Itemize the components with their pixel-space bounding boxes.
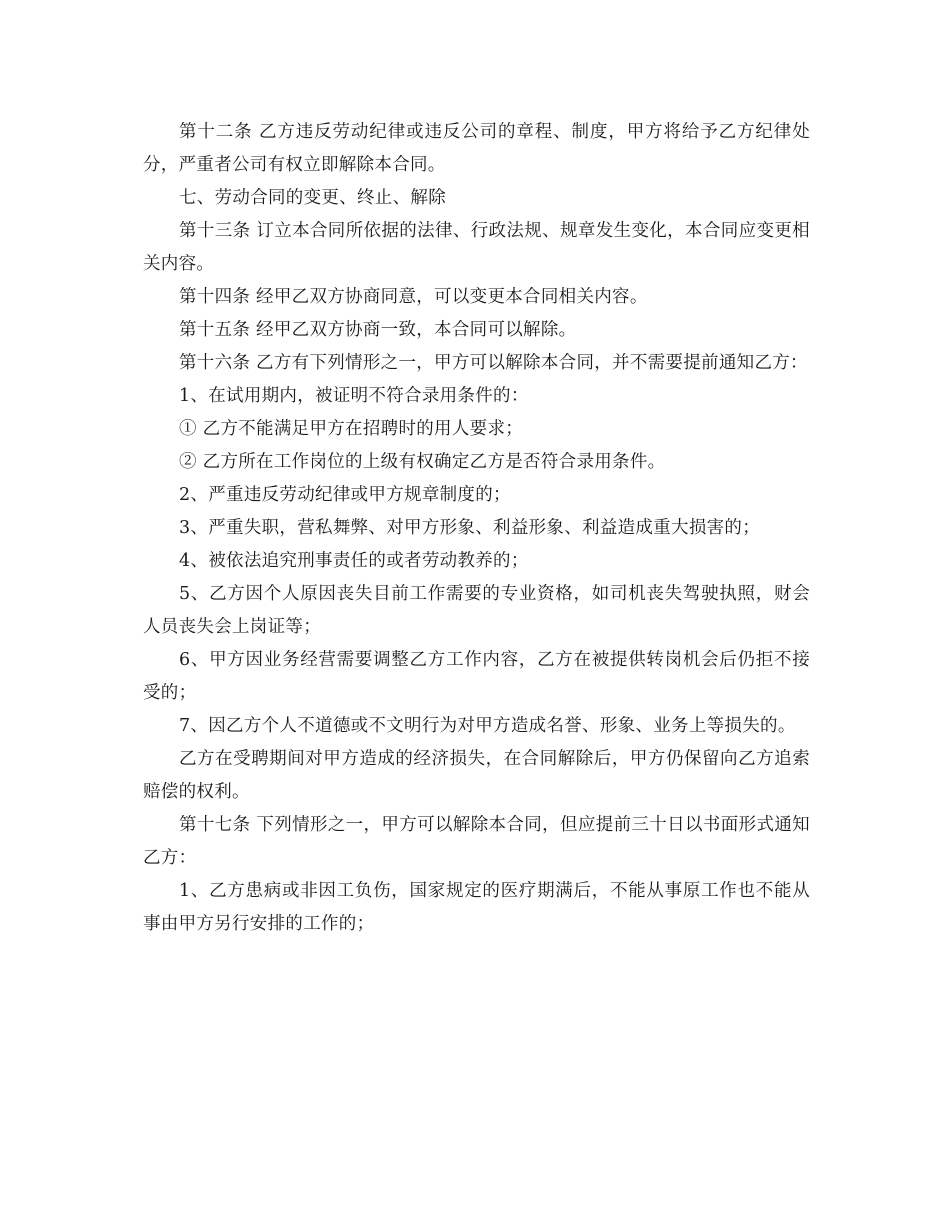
list-item-1: 1、在试用期内，被证明不符合录用条件的： [179, 386, 529, 406]
list-item-6: 6、甲方因业务经营需要调整乙方工作内容，乙方在被提供转岗机会后仍拒不接受的； [143, 650, 810, 703]
compensation-paragraph: 乙方在受聘期间对甲方造成的经济损失，在合同解除后，甲方仍保留向乙方追索赔偿的权利。 [143, 749, 810, 802]
list-item-5: 5、乙方因个人原因丧失目前工作需要的专业资格，如司机丧失驾驶执照，财会人员丧失会上岗证等； [143, 584, 810, 637]
clause-13-paragraph: 第十三条 订立本合同所依据的法律、行政法规、规章发生变化，本合同应变更相关内容。 [143, 221, 810, 274]
list-item-7: 7、因乙方个人不道德或不文明行为对甲方造成名誉、形象、业务上等损失的。 [179, 716, 796, 736]
clause-14-paragraph: 第十四条 经甲乙双方协商同意，可以变更本合同相关内容。 [179, 287, 648, 307]
document-body [143, 116, 810, 941]
clause-16-paragraph: 第十六条 乙方有下列情形之一，甲方可以解除本合同，并不需要提前通知乙方： [179, 353, 808, 373]
section-7-heading: 七、劳动合同的变更、终止、解除 [179, 188, 446, 208]
sub-item-1: ① 乙方不能满足甲方在招聘时的用人要求； [179, 419, 524, 439]
sub-item-2: ② 乙方所在工作岗位的上级有权确定乙方是否符合录用条件。 [179, 452, 666, 472]
clause-17-paragraph: 第十七条 下列情形之一，甲方可以解除本合同，但应提前三十日以书面形式通知乙方： [143, 815, 810, 868]
clause-15-paragraph: 第十五条 经甲乙双方协商一致，本合同可以解除。 [179, 320, 577, 340]
clause-12-paragraph: 第十二条 乙方违反劳动纪律或违反公司的章程、制度，甲方将给予乙方纪律处分，严重者公司有权立即解除本合同。 [143, 122, 810, 175]
list-item-2: 2、严重违反劳动纪律或甲方规章制度的； [179, 485, 511, 505]
clause-17-item-1: 1、乙方患病或非因工负伤，国家规定的医疗期满后，不能从事原工作也不能从事由甲方另行安排的工作的； [143, 881, 810, 934]
list-item-3: 3、严重失职，营私舞弊、对甲方形象、利益形象、利益造成重大损害的； [179, 518, 761, 538]
list-item-4: 4、被依法追究刑事责任的或者劳动教养的； [179, 551, 529, 571]
